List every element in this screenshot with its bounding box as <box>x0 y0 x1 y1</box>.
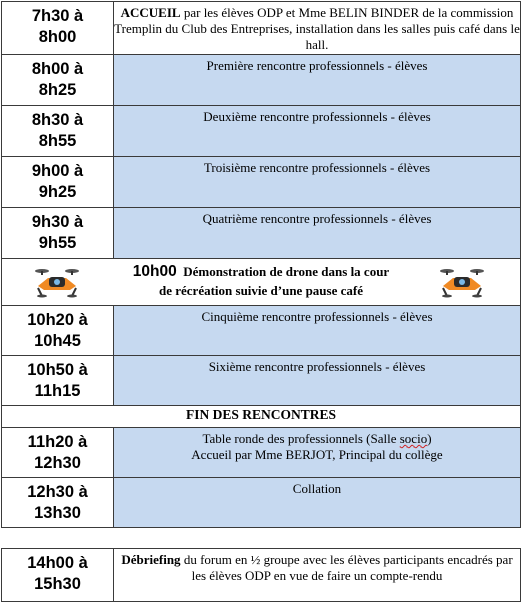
drone-icon <box>439 266 485 298</box>
drone-icon <box>34 266 80 298</box>
drone-demo-line1: Démonstration de drone dans la cour <box>183 264 390 279</box>
description-cell: Deuxième rencontre professionnels - élèves <box>114 106 521 157</box>
schedule-row <box>2 106 521 157</box>
time-start: 9h00 à <box>31 162 84 180</box>
end-label: FIN DES RENCONTRES <box>2 406 521 428</box>
drone-demo-time: 10h00 <box>132 263 177 280</box>
description-cell: Troisième rencontre professionnels - élèves <box>114 157 521 208</box>
time-start: 12h30 à <box>27 483 88 501</box>
time-cell <box>2 2 114 55</box>
debriefing-label: Débriefing <box>121 552 181 567</box>
time-cell <box>2 157 114 208</box>
time-end: 10h45 <box>34 332 81 350</box>
spellcheck-word: socio <box>399 431 428 446</box>
time-start: 8h00 à <box>31 60 84 78</box>
schedule-table <box>1 1 521 528</box>
time-end: 8h00 <box>38 28 77 46</box>
time-end: 9h25 <box>38 183 77 201</box>
time-cell <box>2 478 114 528</box>
description-cell: Première rencontre professionnels - élèves <box>114 55 521 106</box>
schedule-row <box>2 157 521 208</box>
end-row <box>2 406 521 428</box>
time-cell <box>2 549 114 602</box>
schedule-row <box>2 478 521 528</box>
time-start: 8h30 à <box>31 111 84 129</box>
schedule-row <box>2 55 521 106</box>
time-start: 11h20 à <box>27 433 88 451</box>
schedule-row-debriefing <box>2 549 521 602</box>
time-cell <box>2 208 114 259</box>
table-ronde-close: ) <box>427 431 432 446</box>
time-end: 8h55 <box>38 132 77 150</box>
schedule-row-accueil <box>2 2 521 55</box>
description-cell: Sixième rencontre professionnels - élèves <box>114 356 521 406</box>
description-cell <box>114 549 521 602</box>
time-cell <box>2 106 114 157</box>
drone-demo-cell <box>2 259 521 306</box>
schedule-row <box>2 428 521 478</box>
description-cell <box>114 428 521 478</box>
time-start: 10h20 à <box>27 311 88 329</box>
time-cell <box>2 306 114 356</box>
time-start: 9h30 à <box>31 213 84 231</box>
accueil-berjot-text: Accueil par Mme BERJOT, Principal du collège <box>191 447 443 462</box>
debriefing-text: du forum en ½ groupe avec les élèves participants encadrés par les élèves ODP en vue de faire un compte-rendu <box>180 552 513 583</box>
debriefing-table <box>1 548 521 602</box>
time-end: 12h30 <box>34 454 81 472</box>
time-end: 9h55 <box>38 234 77 252</box>
description-cell <box>114 2 521 55</box>
time-end: 13h30 <box>34 504 81 522</box>
time-end: 15h30 <box>34 575 81 593</box>
description-cell: Quatrième rencontre professionnels - élèves <box>114 208 521 259</box>
accueil-text: par les élèves ODP et Mme BELIN BINDER de la commission Tremplin du Club des Entreprises, installation dans les salles puis café dans le hall. <box>114 5 520 52</box>
time-cell <box>2 428 114 478</box>
time-end: 11h15 <box>34 382 81 400</box>
drone-demo-row <box>2 259 521 306</box>
time-start: 7h30 à <box>31 7 84 25</box>
time-end: 8h25 <box>38 81 77 99</box>
time-cell <box>2 55 114 106</box>
time-start: 14h00 à <box>27 554 88 572</box>
time-cell <box>2 356 114 406</box>
schedule-row <box>2 356 521 406</box>
drone-demo-line2: de récréation suivie d’une pause café <box>158 283 363 298</box>
description-cell: Cinquième rencontre professionnels - élèves <box>114 306 521 356</box>
time-start: 10h50 à <box>27 361 88 379</box>
description-cell: Collation <box>114 478 521 528</box>
schedule-row <box>2 306 521 356</box>
schedule-row <box>2 208 521 259</box>
table-ronde-text: Table ronde des professionnels (Salle <box>202 431 400 446</box>
accueil-label: ACCUEIL <box>120 5 181 20</box>
